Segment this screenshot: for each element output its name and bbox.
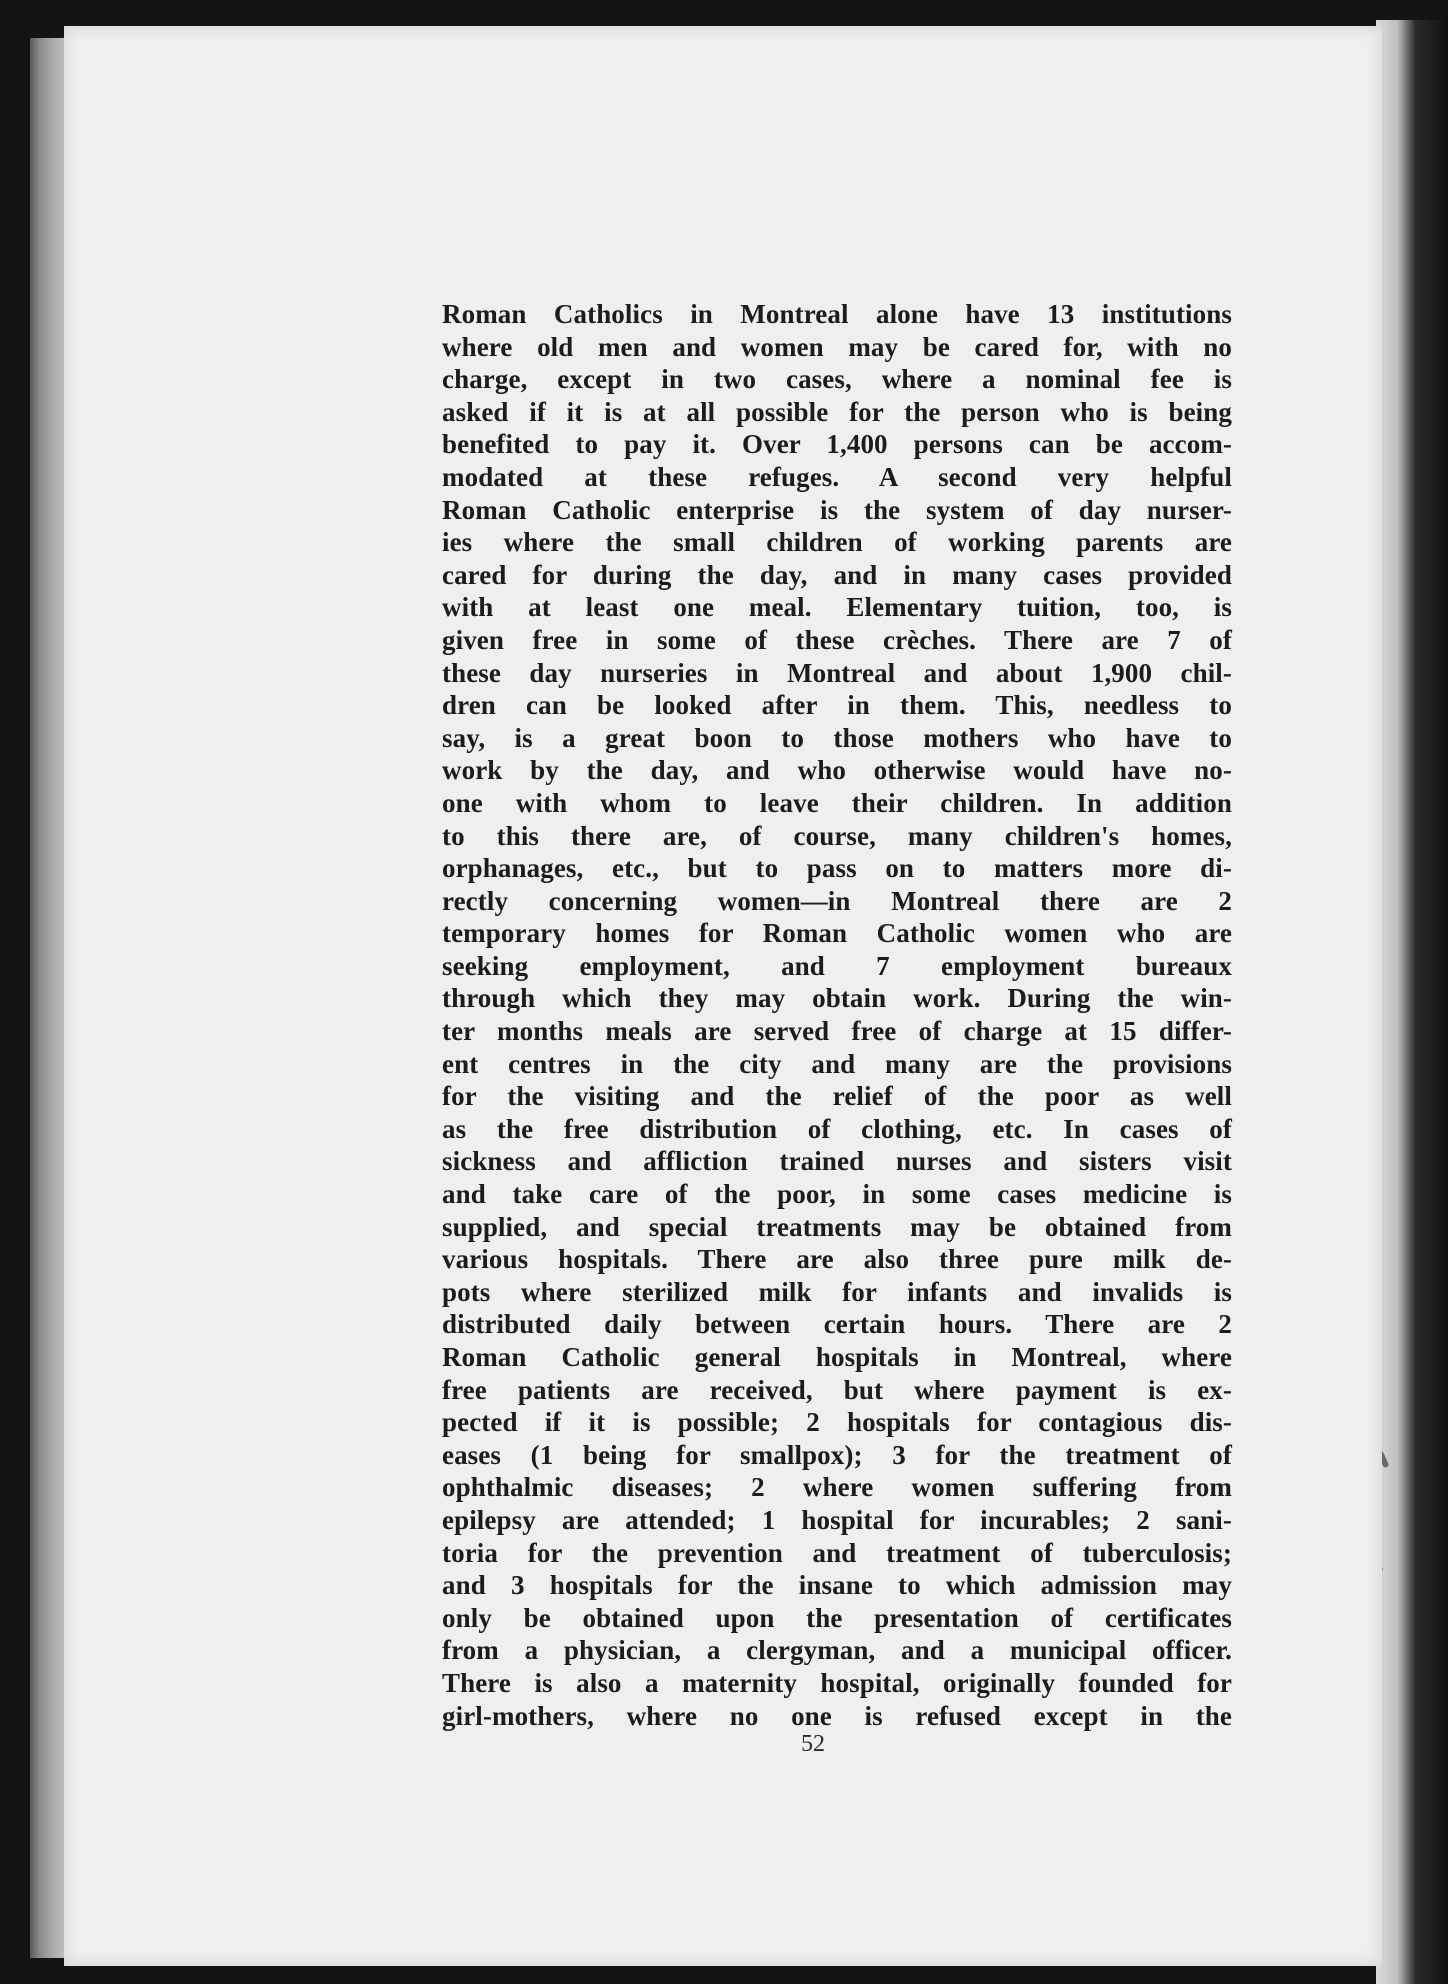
text-line [442,363,1232,396]
text-line-content: say, is a great boon to those mothers who have to [442,722,1232,753]
text-line-content: where old men and women may be cared for, with no [442,331,1232,362]
text-line-content: distributed daily between certain hours. There are 2 [442,1309,1232,1340]
text-line-content: eases (1 being for smallpox); 3 for the treatment of [442,1439,1232,1470]
text-line [442,591,1232,624]
text-line [442,689,1232,722]
text-line [442,1667,1232,1700]
text-line-content: work by the day, and who otherwise would have no- [442,755,1232,786]
text-line [442,1276,1232,1309]
text-line [442,1406,1232,1439]
text-line [442,396,1232,429]
body-text [442,298,1232,1732]
page [64,26,1382,1966]
text-line-content: and take care of the poor, in some cases medicine is [442,1179,1232,1210]
text-line-content: supplied, and special treatments may be obtained from [442,1211,1232,1242]
text-line-content: from a physician, a clergyman, and a municipal officer. [442,1635,1232,1666]
text-line-content: epilepsy are attended; 1 hospital for incurables; 2 sani- [442,1504,1232,1535]
text-line [442,1537,1232,1570]
text-line [442,820,1232,853]
text-line [442,852,1232,885]
text-line [442,526,1232,559]
text-line [442,1504,1232,1537]
text-line-content: through which they may obtain work. During the win- [442,983,1232,1014]
text-line [442,494,1232,527]
text-line [442,1439,1232,1472]
text-line [442,1015,1232,1048]
text-line [442,1113,1232,1146]
text-line [442,917,1232,950]
text-line [442,624,1232,657]
text-line-content: Roman Catholic general hospitals in Montreal, where [442,1342,1232,1372]
text-line [442,1374,1232,1407]
text-line [442,950,1232,983]
text-line-content: ophthalmic diseases; 2 where women suffering from [442,1472,1232,1503]
text-line [442,787,1232,820]
text-line [442,1145,1232,1178]
text-line-content: as the free distribution of clothing, etc. In cases of [442,1113,1232,1144]
text-line-content: asked if it is at all possible for the person who is being [442,396,1232,427]
text-line [442,331,1232,364]
text-line-content: only be obtained upon the presentation of certificates [442,1602,1232,1633]
text-line [442,1080,1232,1113]
text-line [442,1471,1232,1504]
text-line-content: girl-mothers, where no one is refused except in the [442,1700,1232,1731]
text-line [442,1211,1232,1244]
text-line-content: sickness and affliction trained nurses and sisters visit [442,1146,1232,1177]
text-line-content: to this there are, of course, many children's homes, [442,820,1232,851]
text-line [442,1602,1232,1635]
text-line-content: and 3 hospitals for the insane to which admission may [442,1570,1232,1601]
text-line-content: with at least one meal. Elementary tuition, too, is [442,592,1232,623]
text-line [442,722,1232,755]
text-line-content: given free in some of these crèches. There are 7 of [442,624,1232,655]
text-line [442,559,1232,592]
text-line [442,982,1232,1015]
text-line-content: toria for the prevention and treatment of tuberculosis; [442,1537,1232,1568]
text-line-content: seeking employment, and 7 employment bureaux [442,950,1232,981]
text-line [442,1308,1232,1341]
text-line-content: one with whom to leave their children. In addition [442,787,1232,818]
text-line [442,885,1232,918]
text-line-content: pected if it is possible; 2 hospitals for contagious dis- [442,1407,1232,1438]
text-line-content: There is also a maternity hospital, originally founded for [442,1667,1232,1698]
text-line-content: benefited to pay it. Over 1,400 persons can be accom- [442,429,1232,460]
text-line [442,1634,1232,1667]
text-line [442,1700,1232,1733]
text-line-content: for the visiting and the relief of the poor as well [442,1081,1232,1112]
text-line-content: temporary homes for Roman Catholic women who are [442,918,1232,949]
text-line-content: these day nurseries in Montreal and about 1,900 chil- [442,657,1232,688]
text-line [442,657,1232,690]
text-line-content: ies where the small children of working parents are [442,527,1232,558]
facing-page-edge [1376,20,1448,1984]
text-line-content: rectly concerning women—in Montreal there are 2 [442,885,1232,916]
text-line [442,1341,1232,1374]
text-line-content: Roman Catholics in Montreal alone have 13 institutions [442,299,1232,329]
text-line-content: dren can be looked after in them. This, needless to [442,690,1232,721]
text-line-content: pots where sterilized milk for infants and invalids is [442,1276,1232,1307]
text-line-content: various hospitals. There are also three pure milk de- [442,1244,1232,1275]
text-line [442,1569,1232,1602]
text-line-content: Roman Catholic enterprise is the system of day nurser- [442,494,1232,525]
text-line [442,428,1232,461]
text-line-content: ter months meals are served free of charge at 15 differ- [442,1016,1232,1047]
text-line [442,1243,1232,1276]
text-line-content: cared for during the day, and in many cases provided [442,559,1232,590]
text-line-content: charge, except in two cases, where a nominal fee is [442,364,1232,395]
text-line [442,461,1232,494]
page-number: 52 [801,1731,825,1757]
text-line-content: ent centres in the city and many are the provisions [442,1048,1232,1079]
text-line [442,754,1232,787]
text-line [442,298,1232,331]
text-line-content: orphanages, etc., but to pass on to matters more di- [442,853,1232,884]
text-line [442,1178,1232,1211]
text-line-content: modated at these refuges. A second very helpful [442,461,1232,492]
text-line [442,1048,1232,1081]
text-line-content: free patients are received, but where payment is ex- [442,1374,1232,1405]
